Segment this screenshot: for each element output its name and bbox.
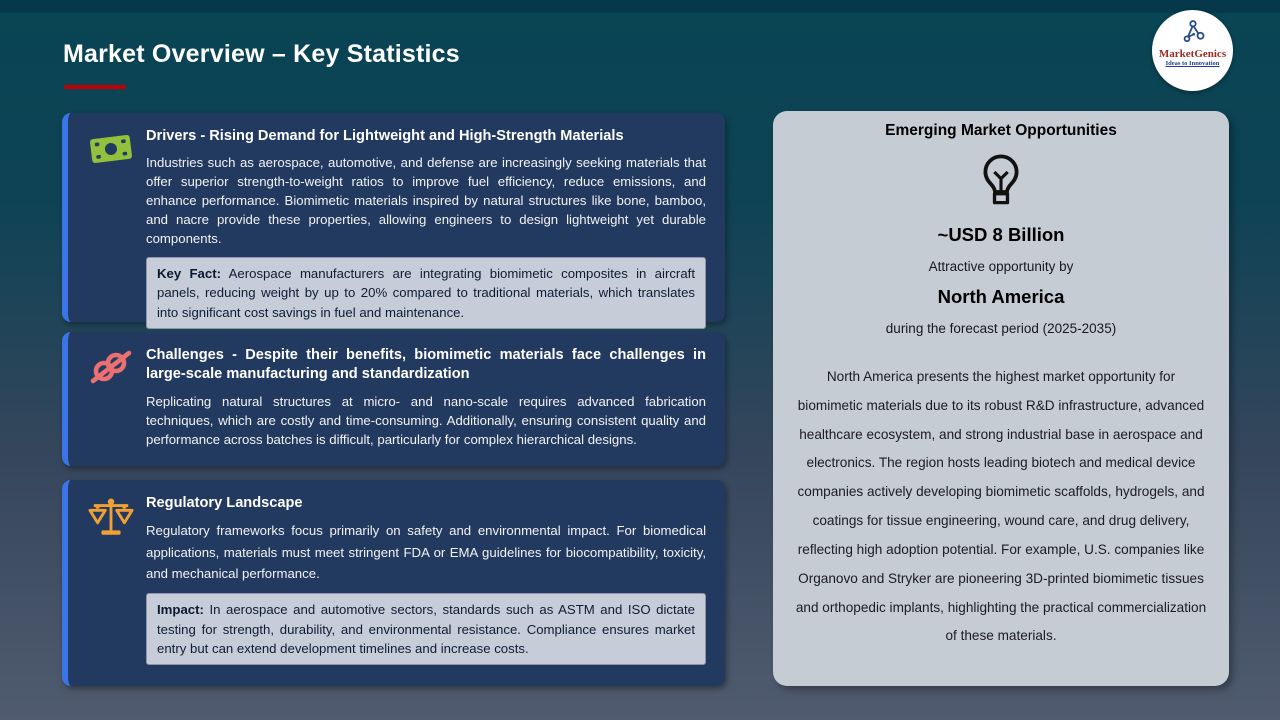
impact-box	[146, 593, 706, 664]
challenges-card-title: Challenges - Despite their benefits, biomimetic materials face challenges in large-scale manufacturing and standardization	[146, 347, 706, 383]
market-value: ~USD 8 Billion	[937, 224, 1065, 245]
logo-tagline: Ideas to Innovation	[1165, 60, 1220, 67]
impact-label: Impact:	[157, 602, 204, 618]
top-accent-bar	[0, 0, 1280, 13]
challenges-card	[62, 332, 725, 466]
key-fact-box	[146, 257, 706, 328]
impact-text: In aerospace and automotive sectors, standards such as ASTM and ISO dictate testing for strength, durability, and environmental resistance. Compliance ensures market entry but can extend development timelines and increase costs.	[157, 602, 695, 656]
opportunity-subtitle: Attractive opportunity by	[928, 259, 1074, 274]
lightbulb-icon	[773, 153, 1229, 213]
key-fact-label: Key Fact:	[157, 266, 222, 282]
region-description: North America presents the highest market opportunity for biomimetic materials due to its robust R&D infrastructure, advanced healthcare ecosystem, and strong industrial base in aerospace and electronics. The region hosts leading biotech and medical device companies actively developing biomimetic scaffolds, hydrogels, and coatings for tissue engineering, wound care, and drug delivery, reflecting high adoption potential. For example, U.S. companies like Organovo and Stryker are pioneering 3D-printed biomimetic tissues and orthopedic implants, highlighting the practical commercialization of these materials.	[795, 369, 1207, 644]
drivers-card-title: Drivers - Rising Demand for Lightweight and High-Strength Materials	[146, 128, 624, 144]
molecule-icon	[1178, 32, 1208, 49]
scales-icon	[88, 496, 136, 544]
key-fact-text: Aerospace manufacturers are integrating biomimetic composites in aircraft panels, reducing weight by up to 20% compared to traditional materials, which translates into significant cost savings in fuel and maintenance.	[157, 266, 695, 320]
logo-name: MarketGenics	[1158, 48, 1227, 60]
forecast-period: during the forecast period (2025-2035)	[885, 321, 1117, 336]
title-underline	[64, 85, 126, 89]
marketgenics-logo	[1152, 10, 1233, 91]
banknote-icon	[88, 129, 136, 177]
challenges-card-body: Replicating natural structures at micro- and nano-scale requires advanced fabrication techniques, which are costly and time-consuming. Additionally, ensuring consistent quality and performance across batches is difficult, particularly for complex hierarchical designs.	[146, 393, 706, 447]
regulatory-card	[62, 480, 725, 686]
broken-link-icon	[88, 346, 136, 394]
drivers-card	[62, 113, 725, 322]
panel-title: Emerging Market Opportunities	[885, 122, 1117, 139]
drivers-card-body: Industries such as aerospace, automotive, and defense are increasingly seeking materials that offer superior strength-to-weight ratios to improve fuel efficiency, reduce emissions, and enhance performance. Biomimetic materials inspired by natural structures like bone, bamboo, and nacre provide these properties, allowing engineers to design lightweight yet durable components.	[146, 155, 706, 247]
regulatory-card-title: Regulatory Landscape	[146, 495, 303, 511]
region-name: North America	[937, 286, 1065, 307]
regulatory-card-body: Regulatory frameworks focus primarily on safety and environmental impact. For biomedical applications, materials must meet stringent FDA or EMA guidelines for biocompatibility, toxicity, and mechanical performance.	[146, 523, 706, 581]
emerging-opportunities-panel	[773, 111, 1229, 686]
page-title: Market Overview – Key Statistics	[63, 40, 460, 68]
